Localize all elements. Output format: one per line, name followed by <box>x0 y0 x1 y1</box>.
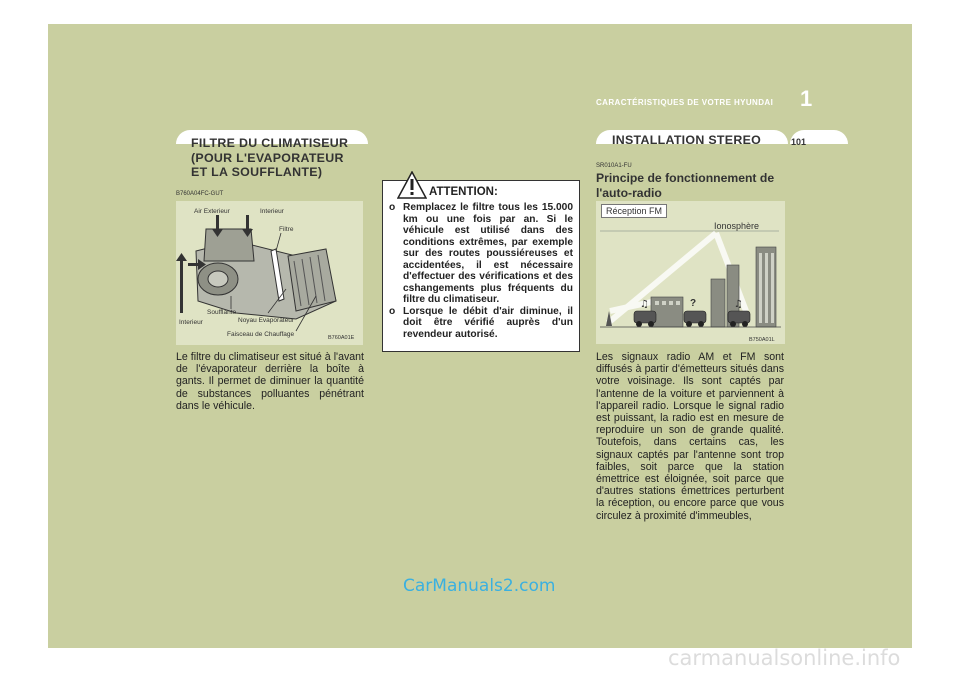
right-section-title: INSTALLATION STEREO <box>612 133 762 147</box>
chapter-number: 1 <box>800 86 813 111</box>
label-air-exterieur: Air Exterieur <box>194 208 230 215</box>
right-ref-code: SR010A1-FU <box>596 163 632 169</box>
warning-title: ATTENTION: <box>429 186 498 198</box>
label-soufflante: Soufflante <box>207 309 237 316</box>
radio-reception-diagram <box>596 201 785 344</box>
svg-text:♫: ♫ <box>640 299 649 310</box>
svg-text:♫: ♫ <box>734 299 743 310</box>
page-number: 101 <box>791 137 807 147</box>
left-heading: FILTRE DU CLIMATISEUR (POUR L'EVAPORATEUR ET LA SOUFFLANTE) <box>191 136 349 179</box>
chapter-title: CARACTÉRISTIQUES DE VOTRE HYUNDAI <box>596 98 774 107</box>
carmanuals-watermark[interactable]: CarManuals2.com <box>403 576 556 596</box>
question-mark-label: ? <box>690 298 697 309</box>
label-interieur-top: Interieur <box>260 208 284 215</box>
filter-diagram <box>176 201 363 345</box>
warning-item-text: Remplacez le filtre tous les 15.000 km ou une fois par an. Si le véhicule est utilisé dans des conditions extrêmes, par exemple sur des routes poussiéreuses et accidentées, il est nécessaire d'effectuer des vérifications et des cshangements plus fréquents du filtre du climatiseur. <box>403 202 573 305</box>
label-filtre: Filtre <box>279 226 294 233</box>
right-heading: Principe de fonctionnement de l'auto-radio <box>596 171 775 200</box>
ionosphere-label: Ionosphère <box>714 221 760 231</box>
warning-item <box>389 202 573 306</box>
warning-box <box>382 180 580 352</box>
right-body-text: Les signaux radio AM et FM sont diffusés à partir d'émetteurs situés dans votre voisinage. Ils sont captés par l'antenne de la voiture et parviennent à l'appareil radio. Lorsque le signal radio est puissant, la radio est en mesure de reproduire un son de grande qualité. Toutefois, dans certains cas, les signaux captés par l'antenne sont trop faibles, soit parce que la station émettrice est éloignée, soit parce que d'autres stations émettrices perturbent la réception, ou encore parce que vous circulez à proximité d'immeubles, <box>596 351 784 522</box>
warning-item-text: Lorsque le débit d'air diminue, il doit être vérifié auprès d'un revendeur autorisé. <box>403 305 573 340</box>
label-faisceau: Faisceau de Chauffage <box>227 331 295 338</box>
label-noyau: Noyau Evaporateur <box>238 317 295 324</box>
label-interieur-left: Interieur <box>179 319 203 326</box>
warning-triangle-icon <box>397 171 427 199</box>
left-body-text: Le filtre du climatiseur est situé à l'avant de l'évaporateur derrière la boîte à gants. Il permet de diminuer la quantité de substances polluantes pénétrant dans le véhicule. <box>176 351 364 412</box>
fm-reception-label: Réception FM <box>601 204 667 218</box>
bullet: o <box>389 305 396 317</box>
warning-list <box>389 202 573 340</box>
bullet: o <box>389 202 396 213</box>
figure-code: B760A01E <box>328 335 355 341</box>
warning-item <box>389 306 573 341</box>
left-ref-code: B760A04FC-GUT <box>176 191 224 197</box>
figure-code: B750A01L <box>749 337 775 343</box>
carmanualsonline-watermark[interactable]: carmanualsonline.info <box>668 646 901 670</box>
